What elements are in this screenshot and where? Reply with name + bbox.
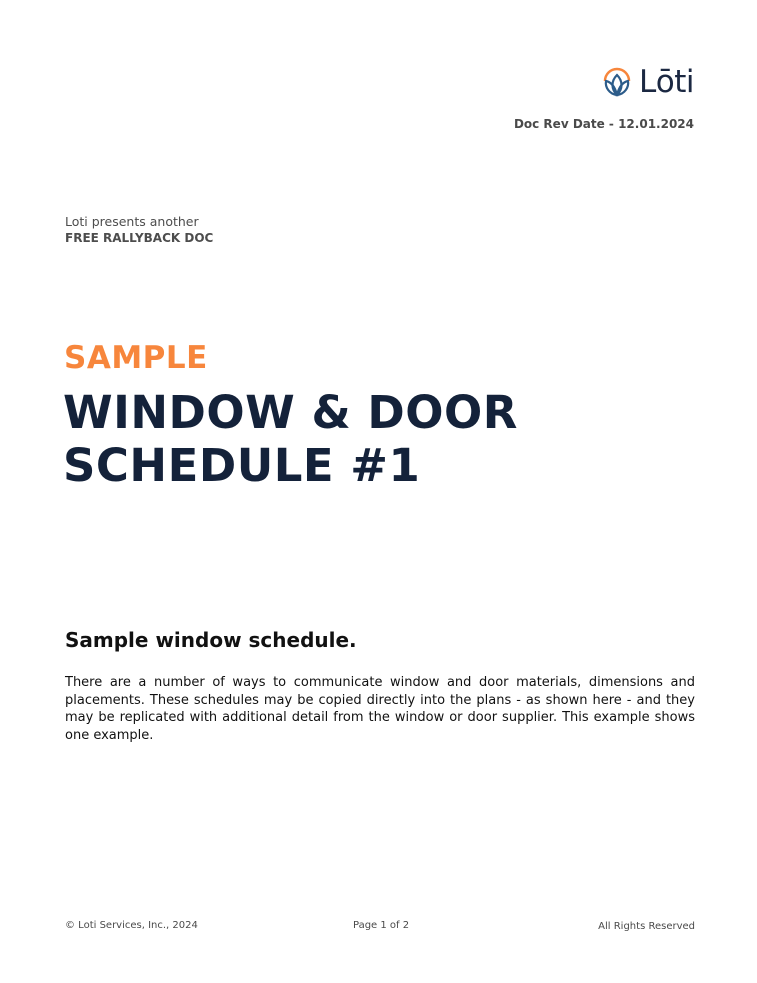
doc-rev-date: Doc Rev Date - 12.01.2024: [513, 117, 694, 131]
title-kicker: SAMPLE: [64, 340, 208, 376]
intro-presents: Loti presents another: [65, 214, 199, 229]
footer-copyright: © Loti Services, Inc., 2024: [65, 920, 198, 931]
loti-logo: [601, 63, 694, 101]
footer-page-number: Page 1 of 2: [353, 920, 410, 931]
logo-wordmark: Lōti: [638, 63, 694, 100]
title-line-1: WINDOW & DOOR: [63, 386, 518, 439]
footer-rights: All Rights Reserved: [598, 921, 695, 932]
title-line-2: SCHEDULE #1: [63, 439, 421, 492]
section-heading: Sample window schedule.: [65, 628, 357, 652]
intro-free-doc: FREE RALLYBACK DOC: [65, 231, 214, 245]
section-body: There are a number of ways to communicate window and door materials, dimensions and placements. These schedules may be copied directly into the plans - as shown here - and they may be replicated with additional detail from the window or door supplier. This example shows one example.: [65, 675, 695, 743]
lotus-icon: [601, 65, 633, 99]
